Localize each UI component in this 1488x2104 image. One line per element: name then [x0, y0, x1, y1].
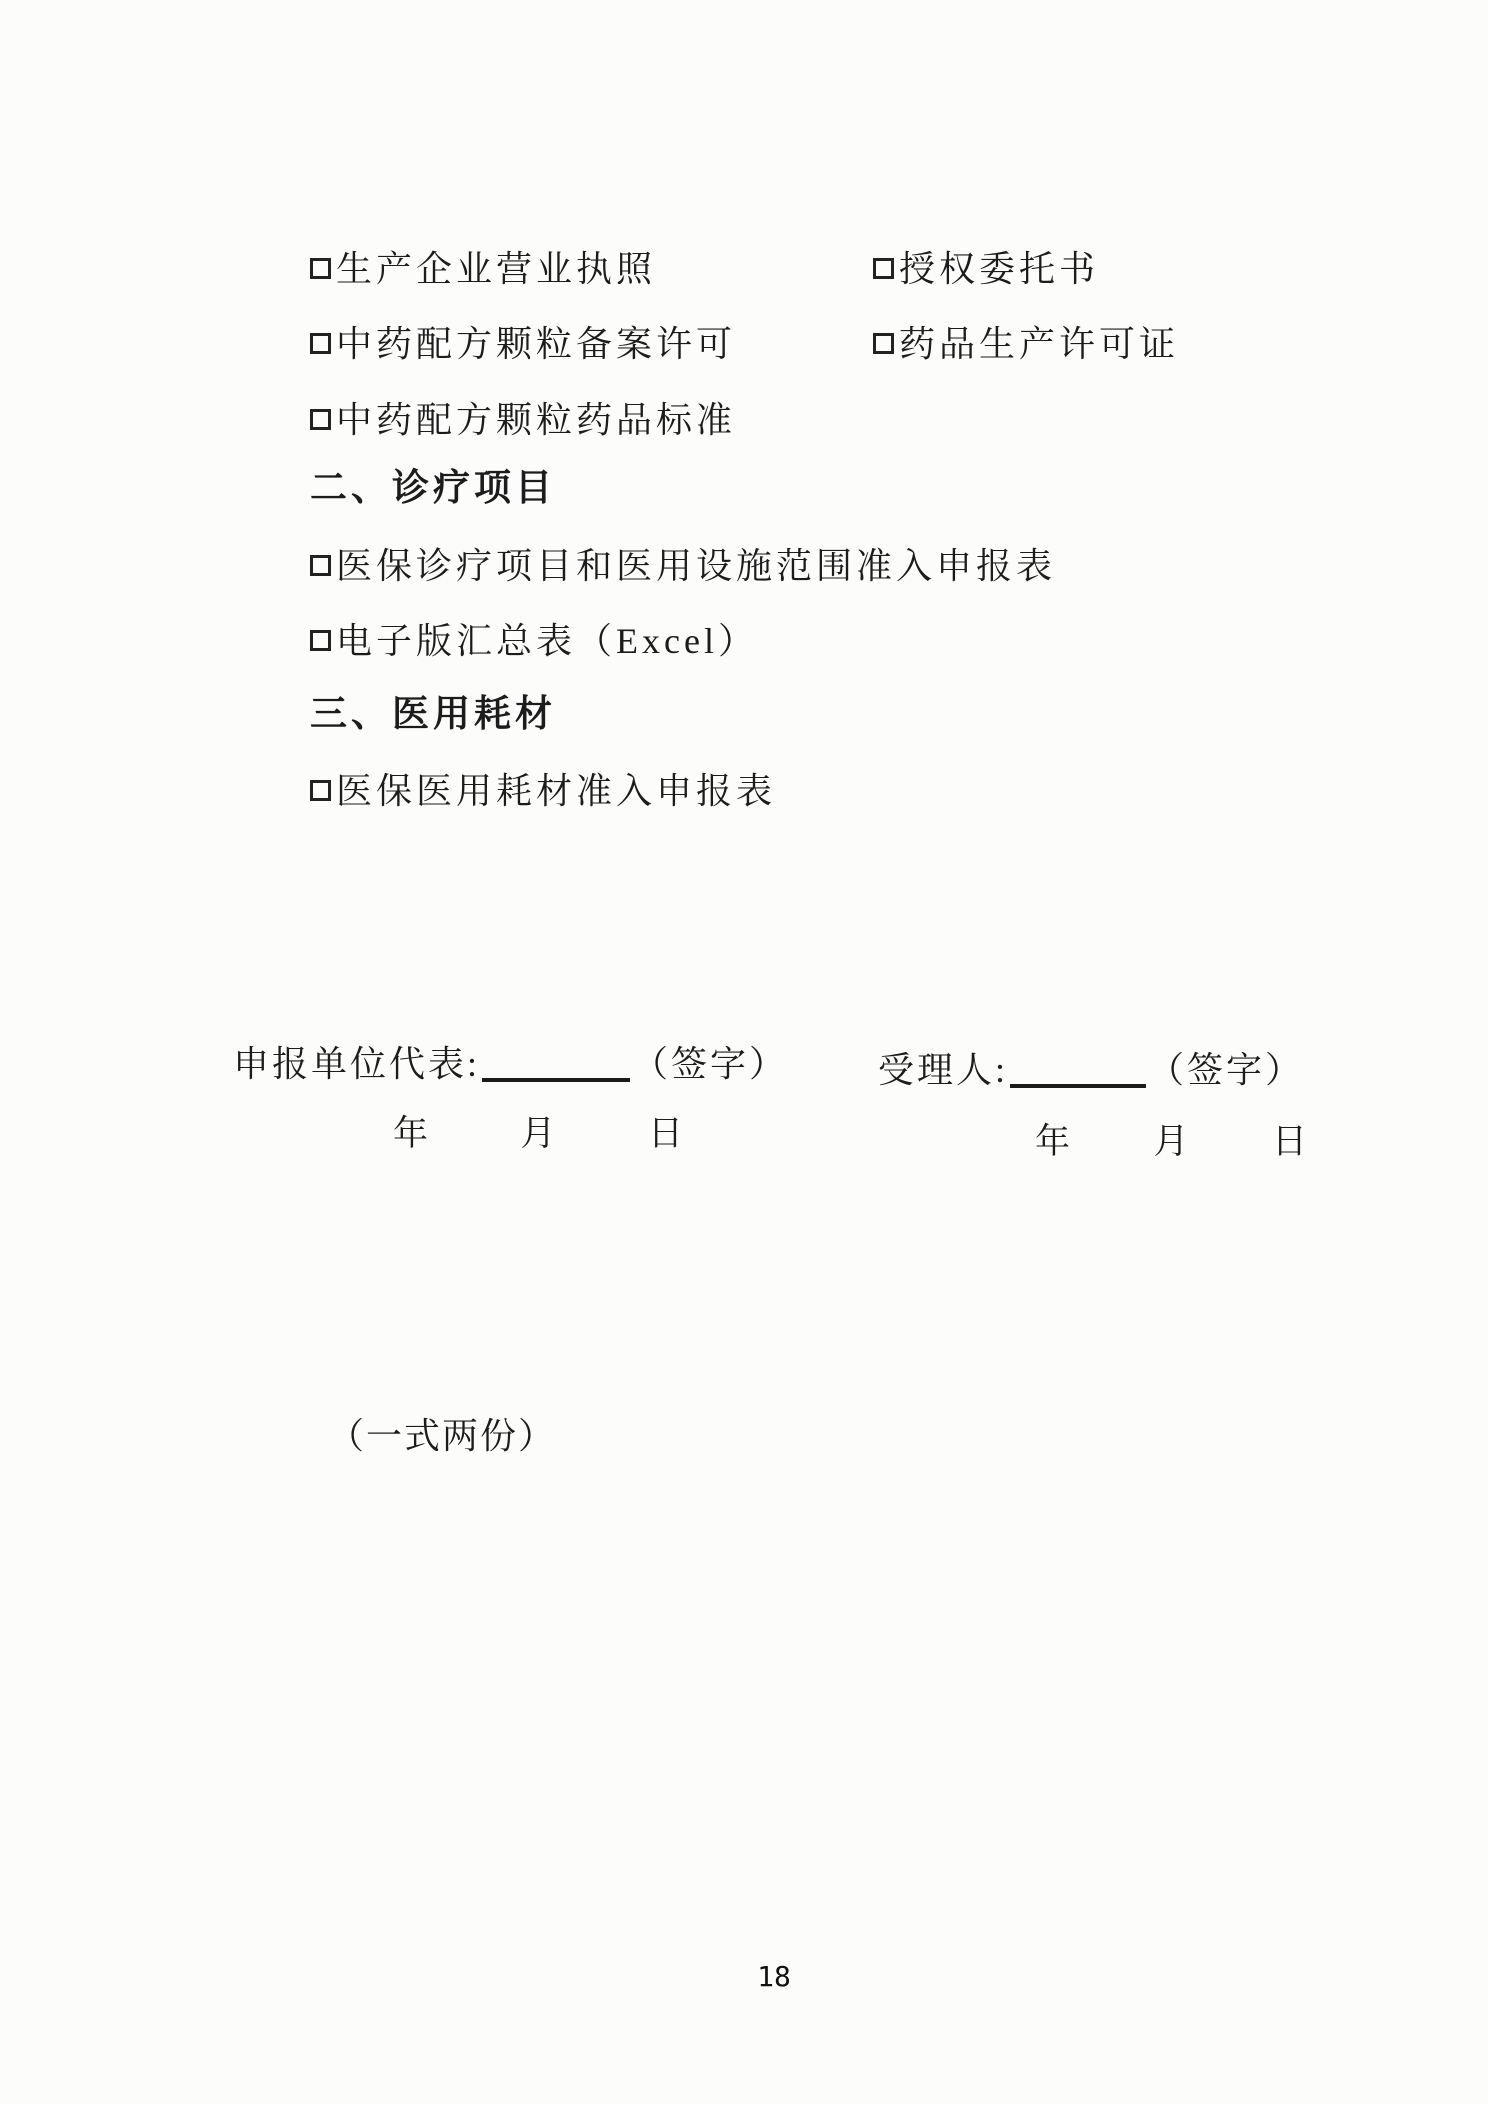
checklist-item: [873, 247, 1099, 291]
checklist-item-label: 生产企业营业执照: [336, 249, 657, 289]
checklist-item: [310, 247, 656, 291]
checklist-item-label: 中药配方颗粒药品标准: [336, 400, 737, 440]
checkbox-icon[interactable]: [873, 258, 894, 279]
applicant-representative-label: 申报单位代表:: [233, 1044, 481, 1084]
checkbox-icon[interactable]: [310, 333, 331, 354]
signature-suffix: （签字）: [1148, 1050, 1305, 1090]
checklist-item-label: 医保医用耗材准入申报表: [336, 771, 777, 811]
checklist-item: [310, 398, 736, 442]
checklist-item: [310, 544, 1056, 588]
applicant-date-row: [393, 1106, 683, 1156]
date-month-label: 月: [1153, 1122, 1189, 1161]
page-number: 18: [757, 1960, 791, 1993]
checklist-item: [310, 322, 736, 366]
applicant-signature-row: [233, 1036, 788, 1087]
section-heading-diagnosis-items: 二、诊疗项目: [310, 467, 556, 508]
checkbox-icon[interactable]: [310, 555, 331, 576]
checklist-item: [310, 769, 776, 813]
checkbox-icon[interactable]: [310, 258, 331, 279]
date-year-label: 年: [1035, 1122, 1071, 1161]
section-heading-medical-consumables: 三、医用耗材: [310, 693, 556, 734]
acceptor-signature-row: [878, 1042, 1304, 1093]
checkbox-icon[interactable]: [310, 630, 331, 651]
checklist-item-label: 中药配方颗粒备案许可: [336, 324, 737, 364]
checklist-item: [310, 619, 758, 663]
acceptor-signature-line[interactable]: [1010, 1054, 1146, 1088]
signature-suffix: （签字）: [632, 1044, 789, 1084]
date-day-label: 日: [1271, 1122, 1307, 1161]
date-year-label: 年: [393, 1114, 429, 1153]
checkbox-icon[interactable]: [873, 333, 894, 354]
copies-note: （一式两份）: [328, 1416, 557, 1456]
checklist-item-label: 医保诊疗项目和医用设施范围准入申报表: [336, 546, 1057, 586]
checklist-item-label: 药品生产许可证: [899, 324, 1180, 364]
date-month-label: 月: [520, 1114, 556, 1153]
acceptor-label: 受理人:: [878, 1050, 1009, 1090]
checklist-item: [873, 322, 1179, 366]
checkbox-icon[interactable]: [310, 409, 331, 430]
checklist-item-label: 授权委托书: [899, 249, 1100, 289]
acceptor-date-row: [1035, 1114, 1307, 1164]
checkbox-icon[interactable]: [310, 780, 331, 801]
checklist-item-label: 电子版汇总表（Excel）: [336, 621, 758, 661]
applicant-signature-line[interactable]: [482, 1048, 630, 1082]
date-day-label: 日: [647, 1114, 683, 1153]
